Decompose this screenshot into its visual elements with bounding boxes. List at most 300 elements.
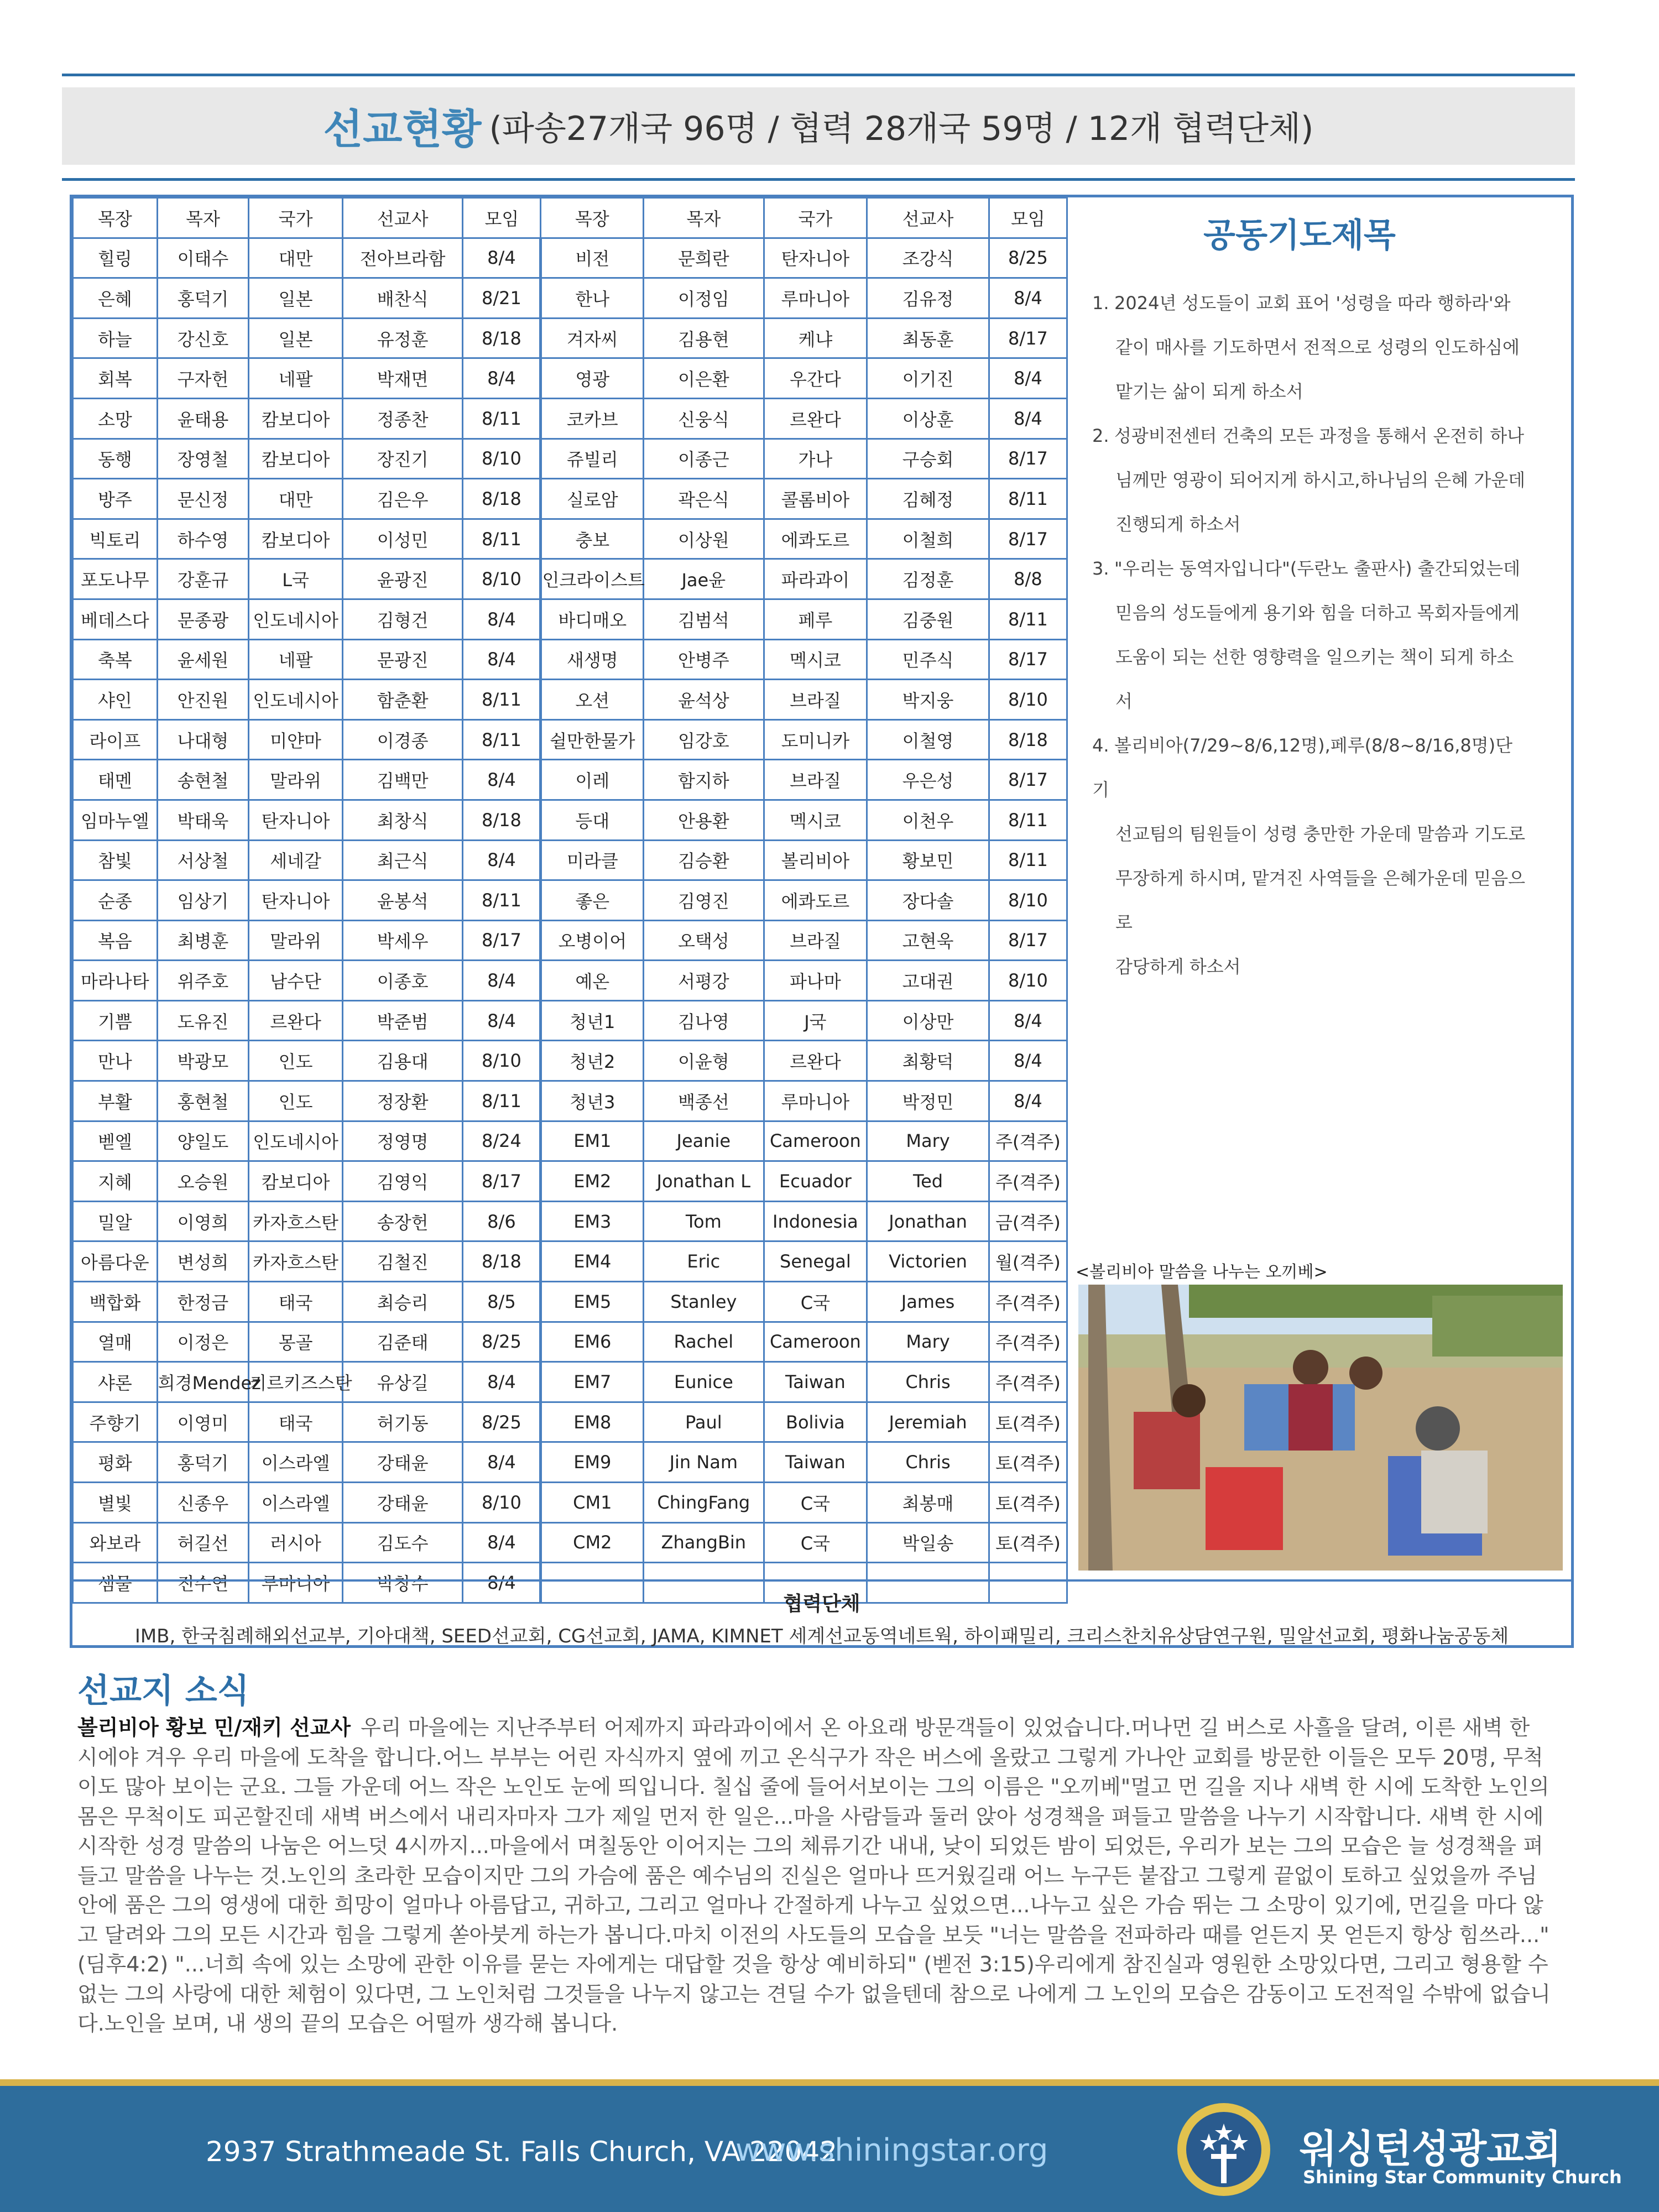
table-cell: ZhangBin	[644, 1522, 764, 1563]
church-logo-icon	[1176, 2101, 1272, 2198]
table-cell: 인도네시아	[249, 1121, 343, 1161]
table-row	[73, 1402, 1067, 1442]
table-cell: 와보라	[73, 1522, 158, 1563]
table-cell: 8/4	[989, 278, 1067, 319]
table-row	[73, 1522, 1067, 1563]
table-cell: 최근식	[342, 840, 462, 880]
table-cell: 하늘	[73, 318, 158, 358]
table-row	[73, 840, 1067, 880]
table-cell: 일본	[249, 318, 343, 358]
table-cell: 이영희	[157, 1201, 248, 1241]
table-cell: 청년2	[541, 1041, 644, 1081]
table-cell: 이경종	[342, 719, 462, 760]
table-cell: 멕시코	[764, 639, 867, 680]
table-cell: 이천우	[867, 800, 989, 840]
table-cell: 8/17	[989, 519, 1067, 559]
table-cell: 밀알	[73, 1201, 158, 1241]
table-cell: 강태윤	[342, 1483, 462, 1523]
table-row	[73, 719, 1067, 760]
column-header: 모임	[989, 198, 1067, 238]
table-cell: 말라위	[249, 760, 343, 800]
table-cell: 서평강	[644, 961, 764, 1001]
prayer-item-line: 도움이 되는 선한 영향력을 일으키는 책이 되게 하소서	[1115, 646, 1514, 712]
table-cell: 이레	[541, 760, 644, 800]
table-row	[73, 961, 1067, 1001]
table-cell: 전아브라함	[342, 238, 462, 278]
table-cell: 신웅식	[644, 398, 764, 439]
table-cell: 샘물	[73, 1563, 158, 1603]
table-cell: 르완다	[249, 1000, 343, 1041]
table-cell: 우간다	[764, 358, 867, 399]
table-cell: 남수단	[249, 961, 343, 1001]
table-cell: 8/8	[989, 559, 1067, 599]
table-cell: Chris	[867, 1442, 989, 1483]
table-cell: 르완다	[764, 1041, 867, 1081]
table-cell: 8/17	[463, 1161, 541, 1202]
table-cell: 김은우	[342, 479, 462, 519]
table-row	[73, 1442, 1067, 1483]
table-row	[73, 318, 1067, 358]
table-cell: 태멘	[73, 760, 158, 800]
page-subtitle: (파송27개국 96명 / 협력 28개국 59명 / 12개 협력단체)	[489, 109, 1314, 148]
table-cell: 금(격주)	[989, 1201, 1067, 1241]
table-cell: 인크라이스트	[541, 559, 644, 599]
table-cell: 대만	[249, 479, 343, 519]
table-cell: 캄보디아	[249, 439, 343, 479]
table-cell: 라이프	[73, 719, 158, 760]
table-cell: 8/11	[463, 680, 541, 720]
table-cell: Indonesia	[764, 1201, 867, 1241]
table-cell: 샤인	[73, 680, 158, 720]
table-cell: Taiwan	[764, 1442, 867, 1483]
table-cell: Cameroon	[764, 1322, 867, 1362]
table-cell: 8/11	[463, 880, 541, 921]
news-lead: 볼리비아 황보 민/재키 선교사	[77, 1715, 351, 1740]
table-cell: 백종선	[644, 1081, 764, 1121]
table-cell: 케냐	[764, 318, 867, 358]
table-cell: 파나마	[764, 961, 867, 1001]
prayer-item	[1092, 546, 1529, 591]
prayer-item	[1092, 723, 1529, 812]
table-cell: 8/17	[989, 920, 1067, 961]
table-cell: 임강호	[644, 719, 764, 760]
table-cell: Ecuador	[764, 1161, 867, 1202]
table-cell: 민주식	[867, 639, 989, 680]
table-cell: 도미니카	[764, 719, 867, 760]
table-cell: 진수연	[157, 1563, 248, 1603]
prayer-item-line: 믿음의 성도들에게 용기와 힘을 더하고 목회자들에게	[1115, 602, 1520, 623]
prayer-item-number: 3.	[1092, 558, 1109, 579]
prayer-title: 공동기도제목	[1203, 216, 1396, 255]
table-cell: 마라나타	[73, 961, 158, 1001]
table-cell: 이철영	[867, 719, 989, 760]
table-cell: EM5	[541, 1282, 644, 1322]
table-cell: Mary	[867, 1121, 989, 1161]
table-cell: 최동훈	[867, 318, 989, 358]
table-cell: C국	[764, 1483, 867, 1523]
table-row	[73, 238, 1067, 278]
table-cell: 희경Mendez	[157, 1362, 248, 1402]
table-cell: Cameroon	[764, 1121, 867, 1161]
table-cell: 8/11	[989, 800, 1067, 840]
table-cell: 베데스다	[73, 599, 158, 639]
table-cell: 김준태	[342, 1322, 462, 1362]
table-cell: 카자흐스탄	[249, 1201, 343, 1241]
table-cell: Victorien	[867, 1241, 989, 1282]
table-cell: 김유정	[867, 278, 989, 319]
mission-table	[72, 197, 1068, 1604]
table-cell: 캄보디아	[249, 519, 343, 559]
table-row	[73, 1121, 1067, 1161]
prayer-item-line: 감당하게 하소서	[1115, 956, 1241, 977]
table-cell: ChingFang	[644, 1483, 764, 1523]
table-cell: Ted	[867, 1161, 989, 1202]
table-cell: 8/11	[989, 840, 1067, 880]
prayer-item	[1092, 281, 1529, 325]
table-cell: 김정훈	[867, 559, 989, 599]
table-cell: 탄자니아	[249, 880, 343, 921]
table-cell: 8/4	[989, 1041, 1067, 1081]
table-row	[73, 559, 1067, 599]
table-cell: 김중원	[867, 599, 989, 639]
table-cell: 루마니아	[764, 278, 867, 319]
table-cell: 부활	[73, 1081, 158, 1121]
table-cell: 임상기	[157, 880, 248, 921]
table-cell: 순종	[73, 880, 158, 921]
table-cell: 동행	[73, 439, 158, 479]
table-cell: 윤세원	[157, 639, 248, 680]
table-cell: 박태욱	[157, 800, 248, 840]
table-cell: Jeanie	[644, 1121, 764, 1161]
table-cell: 이정임	[644, 278, 764, 319]
column-header: 목자	[157, 198, 248, 238]
church-address: 2937 Strathmeade St. Falls Church, VA 22042	[206, 2136, 838, 2168]
table-cell: 8/4	[463, 760, 541, 800]
column-header: 국가	[764, 198, 867, 238]
column-header: 목장	[73, 198, 158, 238]
table-cell: 충보	[541, 519, 644, 559]
news-article	[77, 1713, 1551, 2039]
title-divider	[62, 178, 1575, 181]
table-cell: 강훈규	[157, 559, 248, 599]
table-cell: 토(격주)	[989, 1522, 1067, 1563]
table-cell: EM7	[541, 1362, 644, 1402]
table-cell: 인도	[249, 1081, 343, 1121]
prayer-item-line: 님께만 영광이 되어지게 하시고,하나님의 은혜 가운데	[1115, 469, 1526, 491]
table-cell: 8/10	[463, 439, 541, 479]
prayer-list	[1070, 281, 1529, 989]
table-cell: 멕시코	[764, 800, 867, 840]
table-cell: 좋은	[541, 880, 644, 921]
table-cell: 열매	[73, 1322, 158, 1362]
table-cell: 8/4	[463, 1563, 541, 1603]
table-cell: 강태윤	[342, 1442, 462, 1483]
table-cell: 최승리	[342, 1282, 462, 1322]
table-cell: 김용현	[644, 318, 764, 358]
prayer-item	[1092, 414, 1529, 458]
table-cell: 8/4	[463, 639, 541, 680]
table-cell: 한나	[541, 278, 644, 319]
table-cell: 고현욱	[867, 920, 989, 961]
prayer-item-number: 1.	[1092, 293, 1109, 314]
table-cell: 8/17	[463, 920, 541, 961]
table-cell: 주(격주)	[989, 1161, 1067, 1202]
table-cell: Rachel	[644, 1322, 764, 1362]
column-header: 목장	[541, 198, 644, 238]
table-cell: 비전	[541, 238, 644, 278]
table-cell: 이상훈	[867, 398, 989, 439]
table-cell: 월(격주)	[989, 1241, 1067, 1282]
table-cell: 박일송	[867, 1522, 989, 1563]
table-cell: 홍현철	[157, 1081, 248, 1121]
table-cell: 오승원	[157, 1161, 248, 1202]
table-cell: 8/24	[463, 1121, 541, 1161]
table-cell: L국	[249, 559, 343, 599]
table-cell: EM4	[541, 1241, 644, 1282]
table-cell: 안용환	[644, 800, 764, 840]
table-cell: 김도수	[342, 1522, 462, 1563]
table-cell: 정종찬	[342, 398, 462, 439]
table-cell: 구자헌	[157, 358, 248, 399]
table-cell: 홍덕기	[157, 1442, 248, 1483]
table-cell: 8/17	[989, 639, 1067, 680]
table-cell: 박지웅	[867, 680, 989, 720]
table-cell: 8/17	[989, 318, 1067, 358]
table-cell: 벧엘	[73, 1121, 158, 1161]
table-cell: 박창수	[342, 1563, 462, 1603]
table-cell: 이윤형	[644, 1041, 764, 1081]
table-cell: 신종우	[157, 1483, 248, 1523]
table-cell: 강신호	[157, 318, 248, 358]
table-cell: 이상원	[644, 519, 764, 559]
table-cell: 축복	[73, 639, 158, 680]
table-cell: 이은환	[644, 358, 764, 399]
table-cell: 키르키즈스탄	[249, 1362, 343, 1402]
table-cell: EM9	[541, 1442, 644, 1483]
table-cell: 8/4	[463, 238, 541, 278]
table-cell: 이철희	[867, 519, 989, 559]
table-cell: 이기진	[867, 358, 989, 399]
table-cell: 정장환	[342, 1081, 462, 1121]
news-title: 선교지 소식	[77, 1672, 249, 1710]
table-cell: 장다솔	[867, 880, 989, 921]
table-cell: 가나	[764, 439, 867, 479]
table-cell: 안병주	[644, 639, 764, 680]
table-cell: 8/4	[463, 1000, 541, 1041]
table-row	[73, 1322, 1067, 1362]
table-cell: 쥬빌리	[541, 439, 644, 479]
table-cell: 몽골	[249, 1322, 343, 1362]
table-cell: 김범석	[644, 599, 764, 639]
table-cell: C국	[764, 1522, 867, 1563]
table-cell: 브라질	[764, 920, 867, 961]
table-cell: 브라질	[764, 680, 867, 720]
table-cell: 네팔	[249, 358, 343, 399]
prayer-item-line: 진행되게 하소서	[1115, 514, 1241, 535]
title-band	[62, 87, 1575, 165]
table-cell: 위주호	[157, 961, 248, 1001]
prayer-item-text: "우리는 동역자입니다"(두란노 출판사) 출간되었는데	[1114, 558, 1521, 579]
table-cell: 임마누엘	[73, 800, 158, 840]
table-cell: 8/4	[989, 1000, 1067, 1041]
church-website-link[interactable]: www.shiningstar.org	[735, 2132, 1048, 2168]
table-cell: 방주	[73, 479, 158, 519]
table-cell: 파라과이	[764, 559, 867, 599]
table-cell: 8/10	[989, 680, 1067, 720]
table-cell: 8/4	[463, 1522, 541, 1563]
table-cell: 오션	[541, 680, 644, 720]
table-cell: 8/4	[463, 1362, 541, 1402]
table-row	[73, 800, 1067, 840]
table-cell: 8/18	[463, 318, 541, 358]
table-cell: 토(격주)	[989, 1483, 1067, 1523]
table-cell: 이태수	[157, 238, 248, 278]
table-cell: Eric	[644, 1241, 764, 1282]
table-cell: Jeremiah	[867, 1402, 989, 1442]
table-cell: C국	[764, 1282, 867, 1322]
table-cell: 8/21	[463, 278, 541, 319]
table-cell: 정영명	[342, 1121, 462, 1161]
table-cell: 주(격주)	[989, 1322, 1067, 1362]
table-cell: 빅토리	[73, 519, 158, 559]
table-cell: EM6	[541, 1322, 644, 1362]
table-cell: 허길선	[157, 1522, 248, 1563]
table-cell: 콜롬비아	[764, 479, 867, 519]
table-cell: 8/4	[989, 1081, 1067, 1121]
table-cell: 소망	[73, 398, 158, 439]
table-row	[73, 479, 1067, 519]
table-cell: 8/11	[989, 479, 1067, 519]
table-cell: 하수영	[157, 519, 248, 559]
table-row	[73, 680, 1067, 720]
table-cell: 세네갈	[249, 840, 343, 880]
table-cell: 8/17	[989, 760, 1067, 800]
table-cell: 도유진	[157, 1000, 248, 1041]
table-cell: 코카브	[541, 398, 644, 439]
table-cell: Stanley	[644, 1282, 764, 1322]
table-cell: 르완다	[764, 398, 867, 439]
table-cell: 문신정	[157, 479, 248, 519]
table-cell: 토(격주)	[989, 1402, 1067, 1442]
prayer-item-line: 선교팀의 팀원들이 성령 충만한 가운데 말씀과 기도로	[1115, 823, 1526, 844]
table-cell: 에콰도르	[764, 880, 867, 921]
table-cell: 말라위	[249, 920, 343, 961]
table-cell: 8/18	[463, 1241, 541, 1282]
table-cell: 문희란	[644, 238, 764, 278]
table-cell: 주향기	[73, 1402, 158, 1442]
table-cell: 8/4	[463, 961, 541, 1001]
table-cell: 샤론	[73, 1362, 158, 1402]
column-header: 선교사	[867, 198, 989, 238]
news-text: 우리 마을에는 지난주부터 어제까지 파라과이에서 온 아요래 방문객들이 있었습니다.머나먼 길 버스로 사흘을 달려, 이른 새벽 한 시에야 겨우 우리 마을에 도착을 합니다.어느 부부는 어린 자식까지 옆에 끼고 온식구가 작은 버스에 올랐고 그렇게 가나안 교회를 방문한 이들은 모두 20명, 무척이도 많아 보이는 군요. 그들 가운데 어느 작은 노인도 눈에 띄입니다. 칠십 줄에 들어서보이는 그의 이름은 "오끼베"멀고 먼 길을 지나 새벽 한 시에 도착한 노인의 몸은 무척이도 피곤할진데 새벽 버스에서 내리자마자 그가 제일 먼저 한 일은...마을 사람들과 둘러 앉아 성경책을 펴들고 말씀을 나누기 시작합니다. 새벽 한 시에 시작한 성경 말씀의 나눔은 어느덧 4시까지...마을에서 며칠동안 이어지는 그의 체류기간 내내, 낮이 되었든 밤이 되었든, 우리가 보는 그의 모습은 늘 성경책을 펴들고 말씀을 나누는 것.노인의 초라한 모습이지만 그의 가슴에 품은 예수님의 진실은 얼마나 뜨거웠길래 어느 누구든 붙잡고 그렇게 끝없이 토하고 싶었을까 주님 안에 품은 그의 영생에 대한 희망이 얼마나 아름답고, 귀하고, 그리고 얼마나 간절하게 나누고 싶었으면...나누고 싶은 가슴 뛰는 그 소망이 있기에, 먼길을 마다 않고 달려와 그의 모든 시간과 힘을 그렇게 쏟아붓게 하는가 봅니다.마치 이전의 사도들의 모습을 보듯 "너는 말씀을 전파하라 때를 얻든지 못 얻든지 항상 힘쓰라..." (딤후4:2) "...너희 속에 있는 소망에 관한 이유를 묻는 자에게는 대답할 것을 항상 예비하되" (벧전 3:15)우리에게 참진실과 영원한 소망있다면, 그리고 형용할 수 없는 그의 사랑에 대한 체험이 있다면, 그 노인처럼 그것들을 나누지 않고는 견딜 수가 없을텐데 참으로 나에게 그 노인의 모습은 감동이고 도전적일 수밖에 없습니다.노인을 보며, 내 생의 끝의 모습은 어떨까 생각해 봅니다.	[77, 1715, 1551, 2036]
table-cell: 나대형	[157, 719, 248, 760]
table-cell: 겨자씨	[541, 318, 644, 358]
table-cell: 영광	[541, 358, 644, 399]
table-cell: 이정은	[157, 1322, 248, 1362]
table-cell: 대만	[249, 238, 343, 278]
table-cell: 최병훈	[157, 920, 248, 961]
table-row	[73, 1282, 1067, 1322]
table-row	[73, 1000, 1067, 1041]
table-cell: 한정금	[157, 1282, 248, 1322]
table-cell: 일본	[249, 278, 343, 319]
table-cell: 실로암	[541, 479, 644, 519]
table-cell: Eunice	[644, 1362, 764, 1402]
table-cell: 캄보디아	[249, 398, 343, 439]
table-cell: 포도나무	[73, 559, 158, 599]
table-cell: 이상만	[867, 1000, 989, 1041]
prayer-section	[1070, 197, 1529, 989]
table-row	[73, 920, 1067, 961]
table-row	[73, 760, 1067, 800]
table-cell: 김영익	[342, 1161, 462, 1202]
table-cell: 유정훈	[342, 318, 462, 358]
table-row	[73, 398, 1067, 439]
bolivia-photo	[1078, 1285, 1563, 1571]
table-cell: 문광진	[342, 639, 462, 680]
table-cell: 최창식	[342, 800, 462, 840]
table-cell: 8/6	[463, 1201, 541, 1241]
table-row	[73, 1201, 1067, 1241]
table-cell: 이영미	[157, 1402, 248, 1442]
table-cell: 바디매오	[541, 599, 644, 639]
table-cell: 김철진	[342, 1241, 462, 1282]
table-cell: Jonathan	[867, 1201, 989, 1241]
table-cell: 8/4	[463, 1442, 541, 1483]
table-cell: 지혜	[73, 1161, 158, 1202]
table-cell: 함춘환	[342, 680, 462, 720]
table-cell: CM1	[541, 1483, 644, 1523]
table-cell: 안진원	[157, 680, 248, 720]
table-cell: 김혜정	[867, 479, 989, 519]
prayer-item-line: 같이 매사를 기도하면서 전적으로 성령의 인도하심에	[1115, 337, 1520, 358]
table-cell: 최봉매	[867, 1483, 989, 1523]
table-cell: James	[867, 1282, 989, 1322]
table-cell: 8/11	[463, 1081, 541, 1121]
table-cell: 이종호	[342, 961, 462, 1001]
table-cell: 회복	[73, 358, 158, 399]
table-cell: 인도네시아	[249, 599, 343, 639]
partner-organizations	[72, 1579, 1572, 1648]
partners-title: 협력단체	[783, 1593, 860, 1615]
table-cell: 만나	[73, 1041, 158, 1081]
column-header: 국가	[249, 198, 343, 238]
table-cell: 김나영	[644, 1000, 764, 1041]
table-cell: 8/4	[989, 358, 1067, 399]
table-cell: 루마니아	[249, 1563, 343, 1603]
table-cell: 김백만	[342, 760, 462, 800]
table-cell: 송현철	[157, 760, 248, 800]
table-cell: Taiwan	[764, 1362, 867, 1402]
table-cell: EM3	[541, 1201, 644, 1241]
table-row	[73, 1241, 1067, 1282]
table-cell: 고대권	[867, 961, 989, 1001]
table-cell: Chris	[867, 1362, 989, 1402]
table-row	[73, 1081, 1067, 1121]
prayer-item-text: 성광비전센터 건축의 모든 과정을 통해서 온전히 하나	[1114, 425, 1525, 446]
table-cell: 김용대	[342, 1041, 462, 1081]
table-row	[73, 278, 1067, 319]
table-row	[73, 1362, 1067, 1402]
prayer-item-number: 2.	[1092, 425, 1109, 446]
table-cell: 박정민	[867, 1081, 989, 1121]
table-cell: Mary	[867, 1322, 989, 1362]
table-cell: 우은성	[867, 760, 989, 800]
table-cell: 이스라엘	[249, 1442, 343, 1483]
table-cell: 김영진	[644, 880, 764, 921]
table-cell: EM2	[541, 1161, 644, 1202]
table-cell: 청년1	[541, 1000, 644, 1041]
